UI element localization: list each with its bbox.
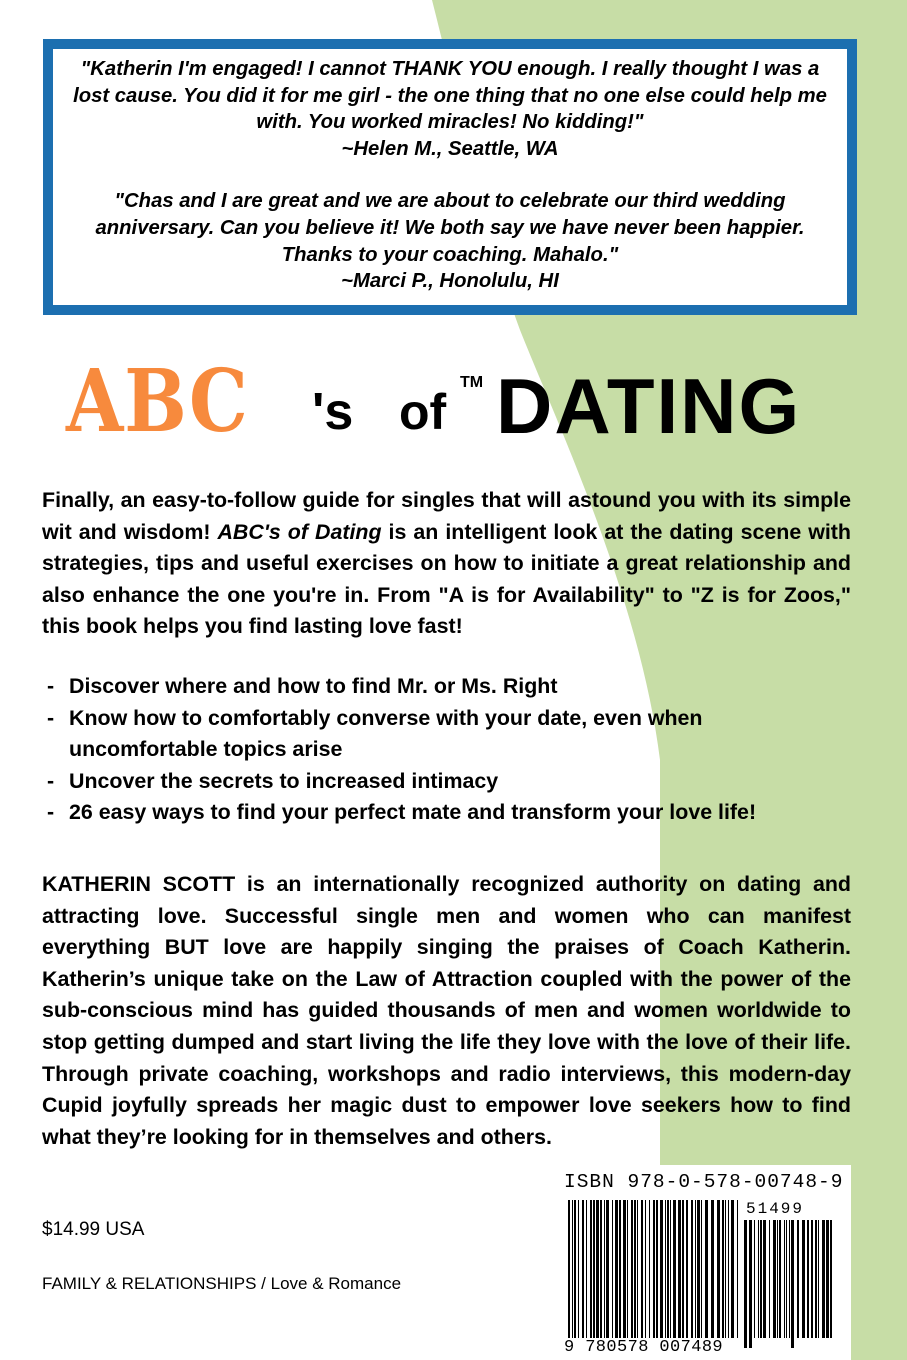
barcode-bar bbox=[673, 1200, 676, 1338]
title-dating: DATING bbox=[496, 362, 802, 450]
barcode bbox=[548, 1165, 851, 1360]
barcode-bar bbox=[682, 1200, 684, 1338]
barcode-bar bbox=[574, 1200, 576, 1338]
barcode-bar bbox=[695, 1200, 696, 1338]
list-item bbox=[42, 766, 851, 798]
barcode-bar bbox=[660, 1200, 663, 1338]
barcode-bar bbox=[656, 1200, 658, 1338]
barcode-number: 9 780578 007489 bbox=[564, 1338, 724, 1357]
barcode-bar bbox=[641, 1200, 643, 1338]
barcode-bar bbox=[731, 1200, 734, 1338]
intro-paragraph bbox=[42, 485, 851, 643]
barcode-bar bbox=[604, 1200, 605, 1338]
barcode-bar bbox=[691, 1200, 693, 1338]
intro-text-end: is an intelligent look at the dating scene with strategies, tips and useful exercises on how to initiate a great relationship and also enhance the one you're in. From "A is for Availability" to "Z is for Zoos," this book helps you find lasting love fast! bbox=[42, 519, 851, 639]
testimonial-1 bbox=[73, 56, 827, 162]
barcode-bar bbox=[568, 1200, 570, 1348]
testimonial-attribution: ~Helen M., Seattle, WA bbox=[341, 137, 559, 160]
list-item bbox=[42, 797, 851, 829]
barcode-bar bbox=[606, 1200, 609, 1338]
testimonial-quote: "Katherin I'm engaged! I cannot THANK YOU enough. I really thought I was a lost cause. You did it for me girl - the one thing that no one else could help me with. You worked miracles! No kidding!" bbox=[73, 58, 827, 134]
barcode-bar bbox=[758, 1220, 759, 1338]
barcode-bar bbox=[763, 1220, 766, 1338]
barcode-bar bbox=[826, 1220, 829, 1338]
barcode-bar bbox=[791, 1220, 794, 1348]
barcode-bar bbox=[701, 1200, 702, 1338]
author-bio: KATHERIN SCOTT is an internationally recognized authority on dating and attracting love. Successful single men and women who can manifest everything BUT love are happily singing the praises of Coach Katherin. Katherin’s unique take on the Law of Attraction coupled with the power of the sub-conscious mind has guided thousands of men and women worldwide to stop getting dumped and start living the life they love with the love of their life. Through private coaching, workshops and radio interviews, this modern-day Cupid joyfully spreads her magic dust to empower love seekers how to find what they’re looking for in themselves and others. bbox=[42, 872, 851, 1149]
barcode-bar bbox=[667, 1200, 669, 1338]
testimonial-box bbox=[43, 39, 857, 315]
bullet-dash: - bbox=[47, 705, 55, 730]
title-of: of bbox=[399, 384, 447, 440]
barcode-bar bbox=[786, 1220, 787, 1338]
barcode-bar bbox=[773, 1220, 776, 1338]
barcode-bar bbox=[769, 1220, 770, 1338]
barcode-bar bbox=[637, 1200, 638, 1338]
barcode-bar bbox=[802, 1220, 805, 1338]
title-abc: ABC bbox=[66, 351, 249, 452]
list-item bbox=[42, 703, 851, 766]
barcode-bar bbox=[653, 1200, 655, 1338]
barcode-bar bbox=[586, 1200, 587, 1338]
barcode-bar bbox=[615, 1200, 618, 1338]
barcode-bar bbox=[717, 1200, 720, 1338]
barcode-bar bbox=[623, 1200, 626, 1338]
barcode-bar bbox=[789, 1220, 790, 1338]
barcode-bar bbox=[807, 1220, 809, 1338]
list-item bbox=[42, 671, 851, 703]
barcode-bar bbox=[725, 1200, 726, 1338]
barcode-bar bbox=[600, 1200, 602, 1338]
barcode-bar bbox=[593, 1200, 595, 1338]
barcode-bar bbox=[737, 1200, 738, 1338]
barcode-bar bbox=[619, 1200, 621, 1338]
feature-list bbox=[42, 671, 851, 829]
barcode-bar bbox=[760, 1220, 762, 1338]
list-item-text: Discover where and how to find Mr. or Ms. Right bbox=[69, 674, 558, 698]
barcode-bar bbox=[779, 1220, 781, 1338]
barcode-bar bbox=[818, 1220, 819, 1338]
testimonial-2 bbox=[73, 188, 827, 294]
barcode-bar bbox=[697, 1200, 700, 1338]
barcode-bar bbox=[830, 1220, 832, 1338]
barcode-bar bbox=[649, 1200, 650, 1338]
barcode-bar bbox=[705, 1200, 708, 1338]
barcode-bar bbox=[582, 1200, 584, 1338]
isbn-label: ISBN 978-0-578-00748-9 bbox=[564, 1171, 844, 1193]
barcode-bar bbox=[596, 1200, 599, 1338]
barcode-bar bbox=[670, 1200, 671, 1338]
barcode-bar bbox=[711, 1200, 714, 1338]
barcode-bar bbox=[728, 1200, 729, 1338]
price: $14.99 USA bbox=[42, 1219, 145, 1240]
testimonial-attribution: ~Marci P., Honolulu, HI bbox=[341, 270, 559, 293]
barcode-bar bbox=[686, 1200, 688, 1338]
barcode-bar bbox=[612, 1200, 613, 1338]
barcode-bar bbox=[665, 1200, 666, 1338]
trademark-symbol: TM bbox=[460, 374, 484, 391]
barcode-bar bbox=[811, 1220, 813, 1338]
barcode-bar bbox=[777, 1220, 778, 1338]
intro-text-start: Finally, an easy-to-follow guide for singles that will astound you with its simple wit and wisdom! bbox=[42, 488, 851, 544]
testimonial-quote: "Chas and I are great and we are about to celebrate our third wedding anniversary. Can you believe it! We both say we have never been happier. Thanks to your coaching. Mahalo." bbox=[95, 190, 805, 266]
bullet-dash: - bbox=[47, 800, 55, 825]
barcode-bar bbox=[749, 1220, 752, 1348]
barcode-bar bbox=[627, 1200, 628, 1338]
barcode-bar bbox=[784, 1220, 785, 1338]
bullet-dash: - bbox=[47, 768, 55, 793]
barcode-bar bbox=[645, 1200, 646, 1338]
title-apostrophe-s: 's bbox=[312, 383, 354, 441]
barcode-bar bbox=[631, 1200, 633, 1338]
barcode-bar bbox=[578, 1200, 579, 1338]
list-item-text: Know how to comfortably converse with your date, even when uncomfortable topics arise bbox=[69, 705, 703, 762]
barcode-bar bbox=[678, 1200, 681, 1348]
barcode-bar bbox=[754, 1220, 755, 1338]
bullet-dash: - bbox=[47, 674, 55, 698]
barcode-bar bbox=[722, 1200, 724, 1338]
addon-barcode-bars bbox=[744, 1220, 836, 1348]
barcode-bars bbox=[568, 1200, 740, 1348]
list-item-text: 26 easy ways to find your perfect mate and transform your love life! bbox=[69, 800, 757, 825]
barcode-bar bbox=[744, 1220, 747, 1348]
list-item-text: Uncover the secrets to increased intimacy bbox=[69, 768, 499, 793]
barcode-bar bbox=[572, 1200, 573, 1348]
barcode-bar bbox=[815, 1220, 817, 1338]
barcode-bar bbox=[797, 1220, 799, 1338]
barcode-bar bbox=[822, 1220, 825, 1338]
book-title bbox=[66, 352, 866, 452]
barcode-addon: 51499 bbox=[746, 1200, 805, 1218]
intro-book-title: ABC's of Dating bbox=[217, 519, 382, 544]
barcode-bar bbox=[634, 1200, 636, 1338]
category: FAMILY & RELATIONSHIPS / Love & Romance bbox=[42, 1274, 402, 1293]
barcode-bar bbox=[590, 1200, 592, 1338]
